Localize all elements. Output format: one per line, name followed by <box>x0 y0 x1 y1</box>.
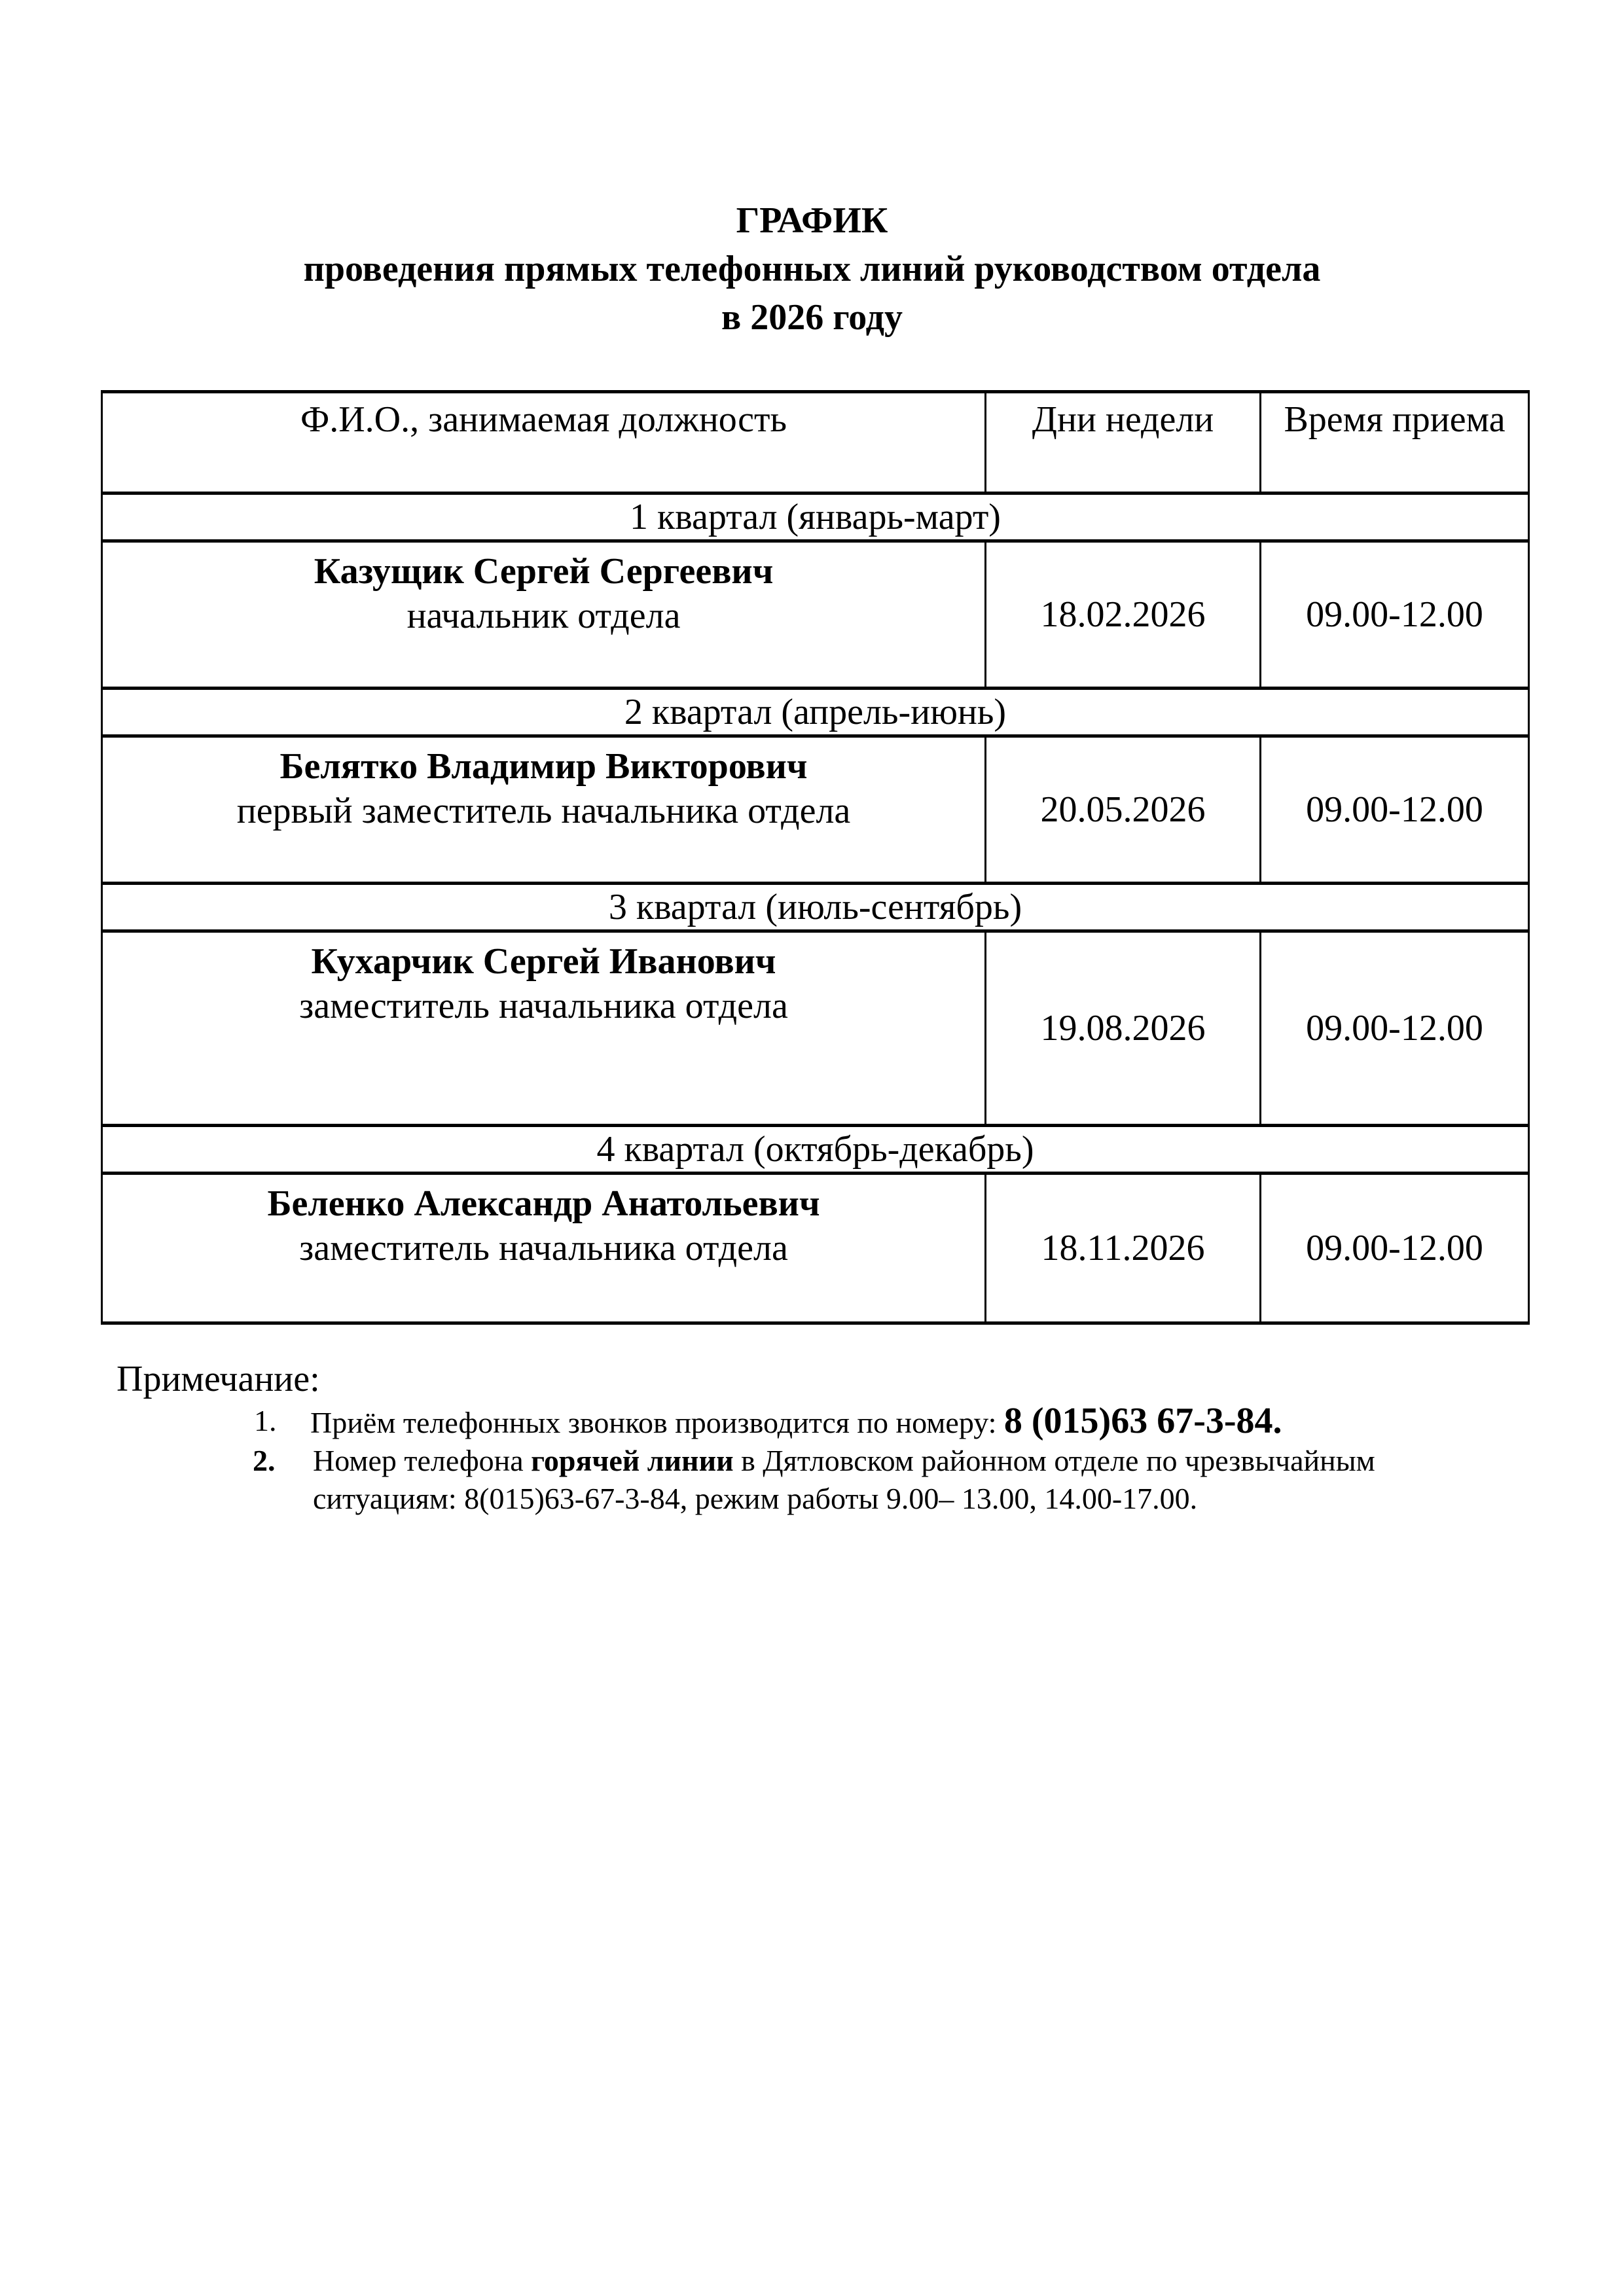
notes-title: Примечание: <box>117 1359 320 1399</box>
quarter-label: 3 квартал (июль-сентябрь) <box>102 884 1529 931</box>
person-name: Казущик Сергей Сергеевич <box>314 551 774 592</box>
note-text: Номер телефона <box>313 1444 532 1477</box>
notes-section <box>117 1356 1524 1518</box>
table-row <box>102 541 1529 689</box>
person-name: Беленко Александр Анатольевич <box>267 1183 820 1224</box>
person-position: заместитель начальника отдела <box>299 986 788 1026</box>
note-item <box>117 1442 1524 1518</box>
note-text: Приём телефонных звонков производится по номеру: <box>310 1406 1004 1439</box>
header-time: Время приема <box>1261 392 1529 493</box>
table-header-row <box>102 392 1529 493</box>
table-row <box>102 1174 1529 1323</box>
quarter-label: 1 квартал (январь-март) <box>102 493 1529 541</box>
title-line-1: ГРАФИК <box>736 200 888 241</box>
table-row <box>102 931 1529 1126</box>
phone-number: 8 (015)63 67-3-84. <box>1003 1401 1282 1441</box>
name-position-cell <box>102 541 986 689</box>
quarter-row <box>102 689 1529 736</box>
note-text-block <box>310 1442 1524 1518</box>
name-position-cell <box>102 1174 986 1323</box>
header-days: Дни недели <box>986 392 1261 493</box>
header-name-position: Ф.И.О., занимаемая должность <box>102 392 986 493</box>
note-number: 2. <box>253 1444 276 1477</box>
hotline-label: горячей линии <box>531 1444 734 1477</box>
schedule-table <box>101 390 1530 1325</box>
date-cell: 18.11.2026 <box>986 1174 1261 1323</box>
document-title <box>0 196 1624 342</box>
time-cell: 09.00-12.00 <box>1261 1174 1529 1323</box>
title-line-2: проведения прямых телефонных линий руководством отдела <box>303 249 1321 289</box>
quarter-row <box>102 884 1529 931</box>
time-cell: 09.00-12.00 <box>1261 736 1529 884</box>
time-cell: 09.00-12.00 <box>1261 931 1529 1126</box>
quarter-label: 2 квартал (апрель-июнь) <box>102 689 1529 736</box>
person-position: заместитель начальника отдела <box>299 1228 788 1268</box>
person-position: первый заместитель начальника отдела <box>236 791 851 831</box>
quarter-row <box>102 493 1529 541</box>
title-line-3: в 2026 году <box>721 297 903 338</box>
date-cell: 18.02.2026 <box>986 541 1261 689</box>
person-name: Белятко Владимир Викторович <box>280 746 808 787</box>
date-cell: 20.05.2026 <box>986 736 1261 884</box>
quarter-label: 4 квартал (октябрь-декабрь) <box>102 1126 1529 1174</box>
name-position-cell <box>102 736 986 884</box>
note-number: 1. <box>254 1404 277 1437</box>
time-cell: 09.00-12.00 <box>1261 541 1529 689</box>
table-row <box>102 736 1529 884</box>
note-item <box>117 1402 1524 1442</box>
person-position: начальник отдела <box>406 596 681 636</box>
name-position-cell <box>102 931 986 1126</box>
person-name: Кухарчик Сергей Иванович <box>311 941 776 982</box>
date-cell: 19.08.2026 <box>986 931 1261 1126</box>
quarter-row <box>102 1126 1529 1174</box>
note-text-suffix: в Дятловском районном отделе по чрезвычайным ситуациям: 8(015)63-67-3-84, режим работы 9.00– 13.00, 14.00-17.00. <box>313 1444 1375 1515</box>
